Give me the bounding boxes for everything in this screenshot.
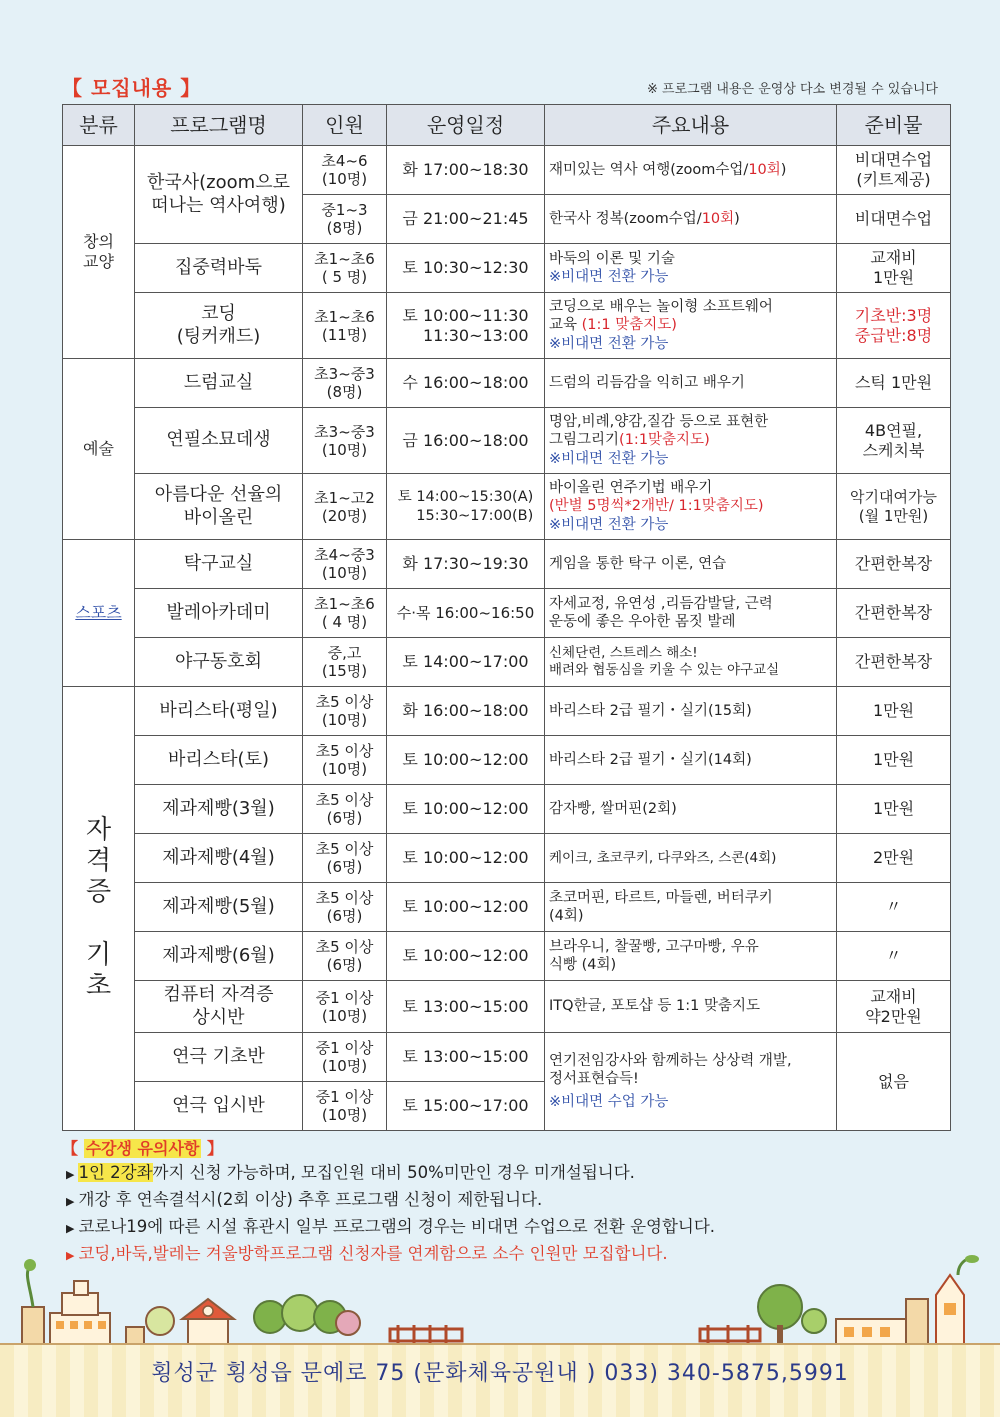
supplies: 기초반:3명 중급반:8명 — [837, 293, 951, 359]
schedule: 수·목 16:00~16:50 — [387, 589, 545, 638]
col-header-program: 프로그램명 — [135, 105, 303, 146]
change-notice: ※ 프로그램 내용은 운영상 다소 변경될 수 있습니다 — [647, 82, 938, 97]
schedule: 토 10:00~12:00 — [387, 785, 545, 834]
left-houses — [22, 1259, 462, 1345]
content: 게임을 통한 탁구 이론, 연습 — [545, 540, 837, 589]
capacity: 초3~중3 (8명) — [303, 359, 387, 408]
table-row — [63, 834, 951, 883]
table-header-row — [63, 105, 951, 146]
capacity: 초5 이상 (10명) — [303, 736, 387, 785]
table-row — [63, 932, 951, 981]
supplies: 1만원 — [837, 736, 951, 785]
table-row — [63, 408, 951, 474]
capacity: 초5 이상 (6명) — [303, 932, 387, 981]
table-row — [63, 293, 951, 359]
program-name: 컴퓨터 자격증 상시반 — [135, 981, 303, 1033]
supplies: 비대면수업 (키트제공) — [837, 146, 951, 195]
table-row — [63, 981, 951, 1033]
supplies: 1만원 — [837, 785, 951, 834]
schedule: 토 14:00~15:30(A) 15:30~17:00(B) — [387, 474, 545, 540]
table-row — [63, 687, 951, 736]
schedule: 수 16:00~18:00 — [387, 359, 545, 408]
content: ITQ한글, 포토샵 등 1:1 맞춤지도 — [545, 981, 837, 1033]
table-row — [63, 736, 951, 785]
schedule: 금 16:00~18:00 — [387, 408, 545, 474]
program-name: 바리스타(평일) — [135, 687, 303, 736]
schedule: 토 13:00~15:00 — [387, 981, 545, 1033]
content: 재미있는 역사 여행(zoom수업/10회) — [545, 146, 837, 195]
schedule: 토 10:00~11:30 11:30~13:00 — [387, 293, 545, 359]
capacity: 초4~6 (10명) — [303, 146, 387, 195]
schedule: 화 17:00~18:30 — [387, 146, 545, 195]
content: 초코머핀, 타르트, 마들렌, 버터쿠키 (4회) — [545, 883, 837, 932]
col-header-supplies: 준비물 — [837, 105, 951, 146]
supplies: 간편한복장 — [837, 589, 951, 638]
capacity: 초5 이상 (6명) — [303, 785, 387, 834]
table-row — [63, 359, 951, 408]
capacity: 초5 이상 (6명) — [303, 834, 387, 883]
supplies: 간편한복장 — [837, 638, 951, 687]
content: 바둑의 이론 및 기술 ※비대면 전환 가능 — [545, 244, 837, 293]
caution-item: ▶ 코딩,바둑,발레는 겨울방학프로그램 신청자를 연계함으로 소수 인원만 모집합니다. — [66, 1244, 668, 1263]
category-liberal: 창의 교양 — [63, 146, 135, 359]
caution-list — [66, 1160, 946, 1268]
table-row — [63, 883, 951, 932]
caution-item: ▶ 코로나19에 따른 시설 휴관시 일부 프로그램의 경우는 비대면 수업으로 전환 운영합니다. — [66, 1217, 716, 1236]
content: 신체단련, 스트레스 해소! 배려와 협동심을 키울 수 있는 야구교실 — [545, 638, 837, 687]
program-name: 한국사(zoom으로 떠나는 역사여행) — [135, 146, 303, 244]
schedule: 토 10:00~12:00 — [387, 932, 545, 981]
schedule: 토 10:00~12:00 — [387, 736, 545, 785]
program-name: 제과제빵(5월) — [135, 883, 303, 932]
content: 감자빵, 쌀머핀(2회) — [545, 785, 837, 834]
content: 바리스타 2급 필기・실기(15회) — [545, 687, 837, 736]
category-art: 예술 — [63, 359, 135, 540]
schedule: 토 10:30~12:30 — [387, 244, 545, 293]
supplies: 스틱 1만원 — [837, 359, 951, 408]
col-header-category: 분류 — [63, 105, 135, 146]
content: 연기전임강사와 함께하는 상상력 개발, 정서표현습득! ※비대면 수업 가능 — [545, 1033, 837, 1131]
capacity: 중1~3 (8명) — [303, 195, 387, 244]
col-header-schedule: 운영일정 — [387, 105, 545, 146]
program-name: 바리스타(토) — [135, 736, 303, 785]
schedule: 토 10:00~12:00 — [387, 834, 545, 883]
program-name: 집중력바둑 — [135, 244, 303, 293]
footer-address: 횡성군 횡성읍 문예로 75 (문화체육공원내 ) 033) 340-5875,5991 — [151, 1361, 849, 1386]
category-certificate: 자 격 증 기 초 — [63, 687, 135, 1131]
supplies: 교재비 약2만원 — [837, 981, 951, 1033]
triangle-bullet-icon: ▶ — [66, 1249, 75, 1262]
supplies: 간편한복장 — [837, 540, 951, 589]
triangle-bullet-icon: ▶ — [66, 1195, 75, 1208]
section-title: 【 모집내용 】 — [62, 76, 202, 100]
schedule: 토 15:00~17:00 — [387, 1082, 545, 1131]
triangle-bullet-icon: ▶ — [66, 1168, 75, 1181]
category-sports: 스포츠 — [63, 540, 135, 687]
table-row — [63, 589, 951, 638]
program-name: 발레아카데미 — [135, 589, 303, 638]
capacity: 초3~중3 (10명) — [303, 408, 387, 474]
schedule: 화 17:30~19:30 — [387, 540, 545, 589]
supplies: 〃 — [837, 932, 951, 981]
program-name: 드럼교실 — [135, 359, 303, 408]
capacity: 중1 이상 (10명) — [303, 1082, 387, 1131]
supplies: 없음 — [837, 1033, 951, 1131]
program-name: 아름다운 선율의 바이올린 — [135, 474, 303, 540]
right-houses — [700, 1255, 979, 1345]
program-name: 연극 기초반 — [135, 1033, 303, 1082]
content: 케이크, 초코쿠키, 다쿠와즈, 스콘(4회) — [545, 834, 837, 883]
capacity: 초1~초6 (11명) — [303, 293, 387, 359]
supplies: 교재비 1만원 — [837, 244, 951, 293]
content: 바리스타 2급 필기・실기(14회) — [545, 736, 837, 785]
content: 자세교정, 유연성 ,리듬감발달, 근력 운동에 좋은 우아한 몸짓 발레 — [545, 589, 837, 638]
supplies: 1만원 — [837, 687, 951, 736]
content: 브라우니, 찰꿀빵, 고구마빵, 우유 식빵 (4회) — [545, 932, 837, 981]
program-table — [62, 104, 951, 1131]
caution-item: ▶ 개강 후 연속결석시(2회 이상) 추후 프로그램 신청이 제한됩니다. — [66, 1190, 543, 1209]
schedule: 토 13:00~15:00 — [387, 1033, 545, 1082]
program-name: 제과제빵(6월) — [135, 932, 303, 981]
supplies: 4B연필, 스케치북 — [837, 408, 951, 474]
schedule: 토 10:00~12:00 — [387, 883, 545, 932]
triangle-bullet-icon: ▶ — [66, 1222, 75, 1235]
capacity: 초1~초6 ( 4 명) — [303, 589, 387, 638]
table-row — [63, 540, 951, 589]
capacity: 중1 이상 (10명) — [303, 1033, 387, 1082]
schedule: 화 16:00~18:00 — [387, 687, 545, 736]
supplies: 비대면수업 — [837, 195, 951, 244]
content: 한국사 정복(zoom수업/10회) — [545, 195, 837, 244]
capacity: 초1~고2 (20명) — [303, 474, 387, 540]
program-name: 연극 입시반 — [135, 1082, 303, 1131]
col-header-content: 주요내용 — [545, 105, 837, 146]
table-row — [63, 474, 951, 540]
capacity: 중1 이상 (10명) — [303, 981, 387, 1033]
content: 명암,비례,양감,질감 등으로 표현한 그림그리기(1:1맞춤지도) ※비대면 전환 가능 — [545, 408, 837, 474]
capacity: 초5 이상 (6명) — [303, 883, 387, 932]
col-header-capacity: 인원 — [303, 105, 387, 146]
program-name: 코딩 (팅커캐드) — [135, 293, 303, 359]
content: 코딩으로 배우는 놀이형 소프트웨어 교육 (1:1 맞춤지도) ※비대면 전환 가능 — [545, 293, 837, 359]
capacity: 초5 이상 (10명) — [303, 687, 387, 736]
content: 드럼의 리듬감을 익히고 배우기 — [545, 359, 837, 408]
program-name: 제과제빵(3월) — [135, 785, 303, 834]
capacity: 초4~중3 (10명) — [303, 540, 387, 589]
program-name: 탁구교실 — [135, 540, 303, 589]
table-row — [63, 244, 951, 293]
schedule: 토 14:00~17:00 — [387, 638, 545, 687]
program-name: 연필소묘데생 — [135, 408, 303, 474]
schedule: 금 21:00~21:45 — [387, 195, 545, 244]
program-name: 야구동호회 — [135, 638, 303, 687]
supplies: 2만원 — [837, 834, 951, 883]
capacity: 초1~초6 ( 5 명) — [303, 244, 387, 293]
program-name: 제과제빵(4월) — [135, 834, 303, 883]
supplies: 악기대여가능 (월 1만원) — [837, 474, 951, 540]
content: 바이올린 연주기법 배우기 (반별 5명씩*2개반/ 1:1맞춤지도) ※비대면 전환 가능 — [545, 474, 837, 540]
supplies: 〃 — [837, 883, 951, 932]
town-illustration — [0, 1255, 1000, 1347]
caution-title: 【 수강생 유의사항 】 — [62, 1139, 223, 1158]
caution-item: ▶ 1인 2강좌까지 신청 가능하며, 모집인원 대비 50%미만인 경우 미개설됩니다. — [66, 1163, 635, 1182]
table-row — [63, 1033, 951, 1082]
table-row — [63, 638, 951, 687]
table-row — [63, 785, 951, 834]
table-row — [63, 146, 951, 195]
capacity: 중,고 (15명) — [303, 638, 387, 687]
